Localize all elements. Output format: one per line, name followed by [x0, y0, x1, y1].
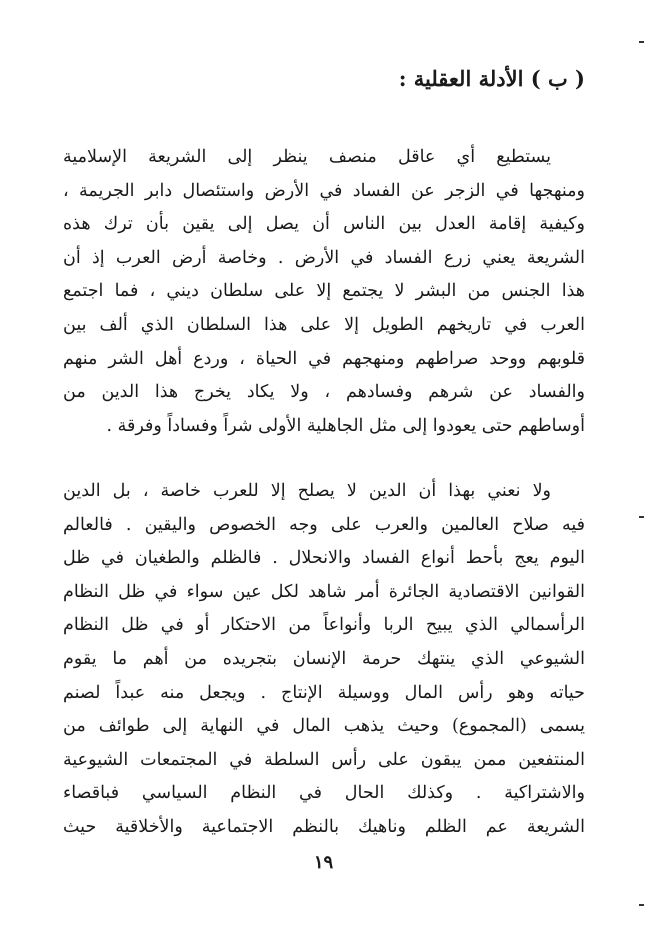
- text-line: فيه صلاح العالمين والعرب على وجه الخصوص واليقين . فالعالم: [63, 514, 585, 535]
- text-line: ولا نعني بهذا أن الدين لا يصلح إلا للعرب خاصة ، بل الدين: [63, 481, 551, 501]
- paragraph-rational-evidence: [63, 141, 585, 443]
- section-heading: ( ب ) الأدلة العقلية :: [398, 66, 585, 91]
- text-line: المنتفعين ممن يبقون على رأس السلطة في المجتمعات الشيوعية: [63, 749, 585, 770]
- text-line: والاشتراكية . وكذلك الحال في النظام السياسي فباقصاء: [63, 783, 585, 804]
- text-line: القوانين الاقتصادية الجائرة أمر شاهد لكل عين سواء في ظل النظام: [63, 581, 585, 602]
- text-line: الشيوعي الذي ينتهك حرمة الإنسان بتجريده من أهم ما يقوم: [63, 648, 585, 669]
- page-number: ١٩: [313, 852, 334, 873]
- text-line: العرب في تاريخهم الطويل إلا على هذا السلطان الذي ألف بين: [63, 314, 585, 335]
- text-line: يستطيع أي عاقل منصف ينظر إلى الشريعة الإسلامية: [63, 147, 551, 167]
- margin-tick-mark: [639, 904, 644, 906]
- text-line: أوساطهم حتى يعودوا إلى مثل الجاهلية الأولى شراً وفساداً وفرقة .: [106, 415, 585, 436]
- text-line: حياته وهو رأس المال ووسيلة الإنتاج . ويجعل منه عبداً لصنم: [63, 682, 585, 703]
- margin-tick-mark: [639, 41, 644, 43]
- text-line: والفساد عن شرهم وفسادهم ، ولا يكاد يخرج هذا الدين من: [63, 382, 585, 403]
- text-line: الشريعة يعني زرع الفساد في الأرض . وخاصة أرض العرب إذ أن: [63, 247, 585, 268]
- text-line: يسمى (المجموع) وحيث يذهب المال في النهاية إلى طوائف من: [63, 716, 585, 737]
- text-line: وكيفية إقامة العدل بين الناس أن يصل إلى يقين بأن ترك هذه: [63, 214, 585, 235]
- text-line: ومنهجها في الزجر عن الفساد في الأرض واستئصال دابر الجريمة ،: [63, 180, 585, 201]
- text-line: هذا الجنس من البشر لا يجتمع إلا على سلطان ديني ، فما اجتمع: [63, 281, 585, 302]
- text-line: الشريعة عم الظلم وناهيك بالنظم الاجتماعية والأخلاقية حيث: [63, 816, 585, 837]
- text-line: اليوم يعج بأحط أنواع الفساد والانحلال . فالظلم والطغيان في ظل: [63, 548, 585, 569]
- text-line: الرأسمالي الذي يبيح الربا وأنواعاً من الاحتكار أو في ظل النظام: [63, 615, 585, 636]
- paragraph-world-corruption: [63, 475, 585, 845]
- margin-tick-mark: [639, 516, 644, 518]
- text-line: قلوبهم ووحد صراطهم ومنهجهم في الحياة ، وردع أهل الشر منهم: [63, 348, 585, 369]
